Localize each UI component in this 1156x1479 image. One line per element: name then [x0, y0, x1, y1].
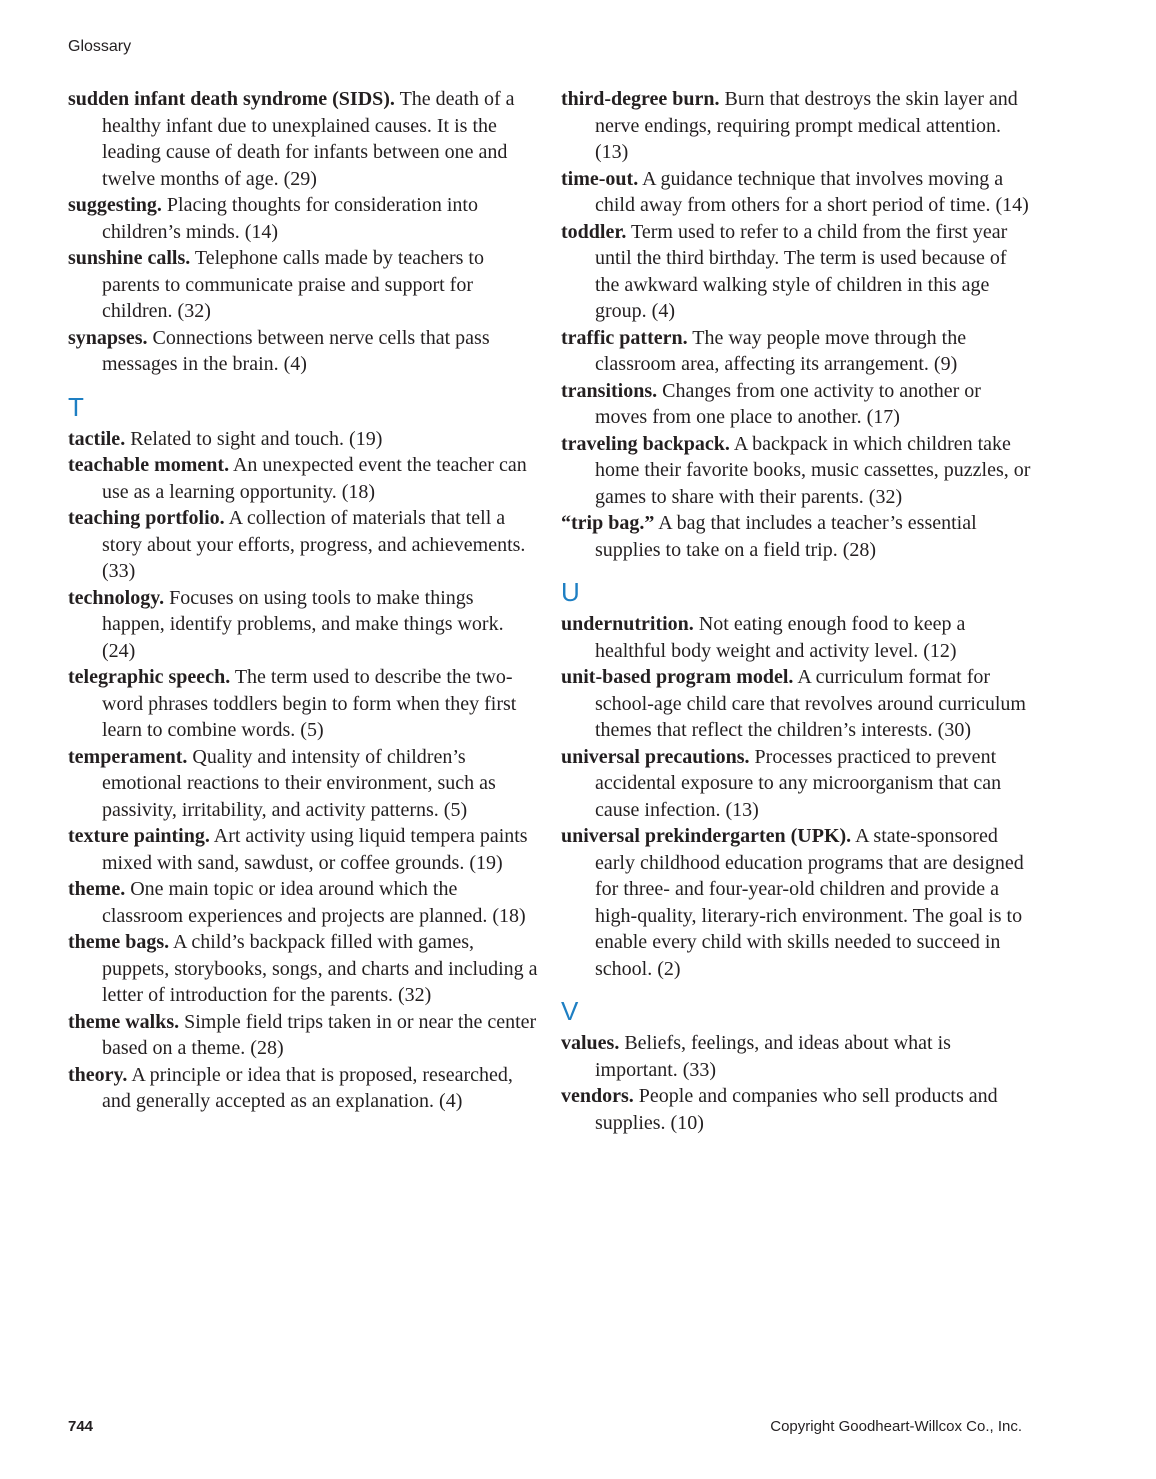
- glossary-definition: Beliefs, feelings, and ideas about what is important. (33): [595, 1032, 951, 1081]
- glossary-definition: Focuses on using tools to make things happen, identify problems, and make things work. (24): [102, 586, 504, 662]
- glossary-term: sudden infant death syndrome (SIDS).: [68, 88, 395, 110]
- glossary-definition: A state-sponsored early childhood education programs that are designed for three- and four-year-old children and provide a high-quality, literary-rich environment. The goal is to enable every child with skills needed to succeed in school. (2): [595, 825, 1024, 980]
- glossary-definition: Processes practiced to prevent accidental exposure to any microorganism that can cause infection. (13): [595, 745, 1002, 821]
- glossary-term: values.: [561, 1032, 620, 1054]
- glossary-definition: Burn that destroys the skin layer and nerve endings, requiring prompt medical attention. (13): [595, 88, 1018, 163]
- glossary-term: universal precautions.: [561, 745, 750, 768]
- entry-group: [68, 86, 538, 378]
- letter-heading-v: V: [561, 996, 579, 1026]
- glossary-term: unit-based program model.: [561, 666, 794, 688]
- glossary-definition: A principle or idea that is proposed, researched, and generally accepted as an explanation. (4): [102, 1063, 513, 1112]
- glossary-term: technology.: [68, 586, 165, 609]
- glossary-term: toddler.: [561, 220, 627, 243]
- glossary-definition: The way people move through the classroom area, affecting its arrangement. (9): [595, 326, 967, 375]
- glossary-entry: [68, 86, 538, 192]
- glossary-term: telegraphic speech.: [68, 666, 231, 688]
- glossary-definition: A bag that includes a teacher’s essential supplies to take on a field trip. (28): [595, 512, 977, 561]
- glossary-term: synapses.: [68, 326, 148, 349]
- glossary-definition: Related to sight and touch. (19): [130, 427, 383, 450]
- glossary-definition: Changes from one activity to another or moves from one place to another. (17): [595, 379, 981, 428]
- glossary-entry: [561, 823, 1031, 982]
- glossary-entry: [561, 219, 1031, 325]
- glossary-term: theme bags.: [68, 931, 170, 953]
- glossary-definition: Connections between nerve cells that pass messages in the brain. (4): [102, 326, 490, 375]
- page-number: 744: [68, 1418, 94, 1435]
- glossary-entry: [68, 1062, 538, 1115]
- glossary-entry: [561, 510, 1031, 563]
- copyright-notice: Copyright Goodheart-Willcox Co., Inc.: [770, 1418, 1022, 1435]
- glossary-definition: Not eating enough food to keep a healthful body weight and activity level. (12): [595, 613, 966, 662]
- glossary-entry: [68, 585, 538, 665]
- glossary-entry: [561, 664, 1031, 744]
- glossary-entry: [561, 1083, 1031, 1136]
- entry-group: [68, 426, 538, 1115]
- glossary-definition: Quality and intensity of children’s emotional reactions to their environment, such as passivity, irritability, and activity patterns. (5): [102, 745, 496, 821]
- glossary-entry: [68, 426, 538, 453]
- running-head: Glossary: [68, 38, 132, 55]
- glossary-definition: A guidance technique that involves moving a child away from others for a short period of time. (14): [595, 167, 1029, 216]
- glossary-term: “trip bag.”: [561, 512, 655, 534]
- glossary-definition: Art activity using liquid tempera paints mixed with sand, sawdust, or coffee grounds. (19): [102, 825, 528, 874]
- glossary-term: teaching portfolio.: [68, 507, 225, 529]
- glossary-term: third-degree burn.: [561, 88, 720, 110]
- glossary-definition: A curriculum format for school-age child care that revolves around curriculum themes that reflect the children’s interests. (30): [595, 666, 1026, 741]
- glossary-entry: [68, 823, 538, 876]
- entry-group: [561, 611, 1031, 982]
- glossary-definition: A collection of materials that tell a story about your efforts, progress, and achievements. (33): [102, 507, 526, 582]
- glossary-entry: [68, 929, 538, 1009]
- glossary-definition: Placing thoughts for consideration into children’s minds. (14): [102, 194, 478, 243]
- glossary-entry: [561, 744, 1031, 824]
- letter-heading-u: U: [561, 577, 580, 607]
- glossary-definition: The term used to describe the two-word phrases toddlers begin to form when they first learn to combine words. (5): [102, 666, 517, 741]
- glossary-term: theme.: [68, 878, 126, 900]
- entry-group: [561, 86, 1031, 563]
- glossary-term: time-out.: [561, 167, 639, 190]
- glossary-entry: [68, 452, 538, 505]
- glossary-entry: [68, 325, 538, 378]
- glossary-term: vendors.: [561, 1085, 634, 1107]
- glossary-entry: [561, 86, 1031, 166]
- glossary-entry: [561, 1030, 1031, 1083]
- glossary-term: traffic pattern.: [561, 326, 688, 349]
- glossary-term: tactile.: [68, 427, 126, 450]
- glossary-entry: [68, 505, 538, 585]
- entry-group: [561, 1030, 1031, 1136]
- glossary-definition: An unexpected event the teacher can use as a learning opportunity. (18): [102, 454, 527, 503]
- glossary-definition: A backpack in which children take home their favorite books, music cassettes, puzzles, or games to share with their parents. (32): [595, 432, 1031, 508]
- glossary-term: theory.: [68, 1063, 128, 1086]
- glossary-column-right: [561, 86, 1031, 1136]
- glossary-definition: Simple field trips taken in or near the center based on a theme. (28): [102, 1010, 537, 1059]
- glossary-definition: Term used to refer to a child from the first year until the third birthday. The term is used because of the awkward walking style of children in this age group. (4): [595, 220, 1008, 322]
- glossary-definition: Telephone calls made by teachers to parents to communicate praise and support for children. (32): [102, 247, 484, 322]
- glossary-entry: [561, 325, 1031, 378]
- glossary-column-left: [68, 86, 538, 1115]
- glossary-entry: [68, 744, 538, 824]
- glossary-entry: [68, 1009, 538, 1062]
- glossary-entry: [68, 192, 538, 245]
- glossary-entry: [68, 245, 538, 325]
- glossary-entry: [68, 876, 538, 929]
- glossary-term: suggesting.: [68, 194, 162, 216]
- glossary-term: temperament.: [68, 745, 188, 768]
- glossary-term: transitions.: [561, 379, 658, 402]
- glossary-definition: People and companies who sell products and supplies. (10): [595, 1085, 998, 1134]
- glossary-definition: The death of a healthy infant due to unexplained causes. It is the leading cause of death for infants between one and twelve months of age. (29): [102, 88, 515, 190]
- glossary-term: traveling backpack.: [561, 432, 730, 455]
- glossary-definition: A child’s backpack filled with games, puppets, storybooks, songs, and charts and including a letter of introduction for the parents. (32): [102, 931, 538, 1006]
- glossary-term: sunshine calls.: [68, 247, 191, 269]
- glossary-term: texture painting.: [68, 825, 210, 847]
- glossary-term: universal prekindergarten (UPK).: [561, 825, 852, 847]
- letter-heading-t: T: [68, 391, 84, 422]
- glossary-term: teachable moment.: [68, 454, 230, 476]
- glossary-definition: One main topic or idea around which the classroom experiences and projects are planned. (18): [102, 878, 526, 927]
- glossary-entry: [561, 611, 1031, 664]
- glossary-term: undernutrition.: [561, 613, 694, 635]
- glossary-entry: [68, 664, 538, 744]
- glossary-term: theme walks.: [68, 1010, 180, 1033]
- glossary-entry: [561, 431, 1031, 511]
- glossary-entry: [561, 166, 1031, 219]
- glossary-entry: [561, 378, 1031, 431]
